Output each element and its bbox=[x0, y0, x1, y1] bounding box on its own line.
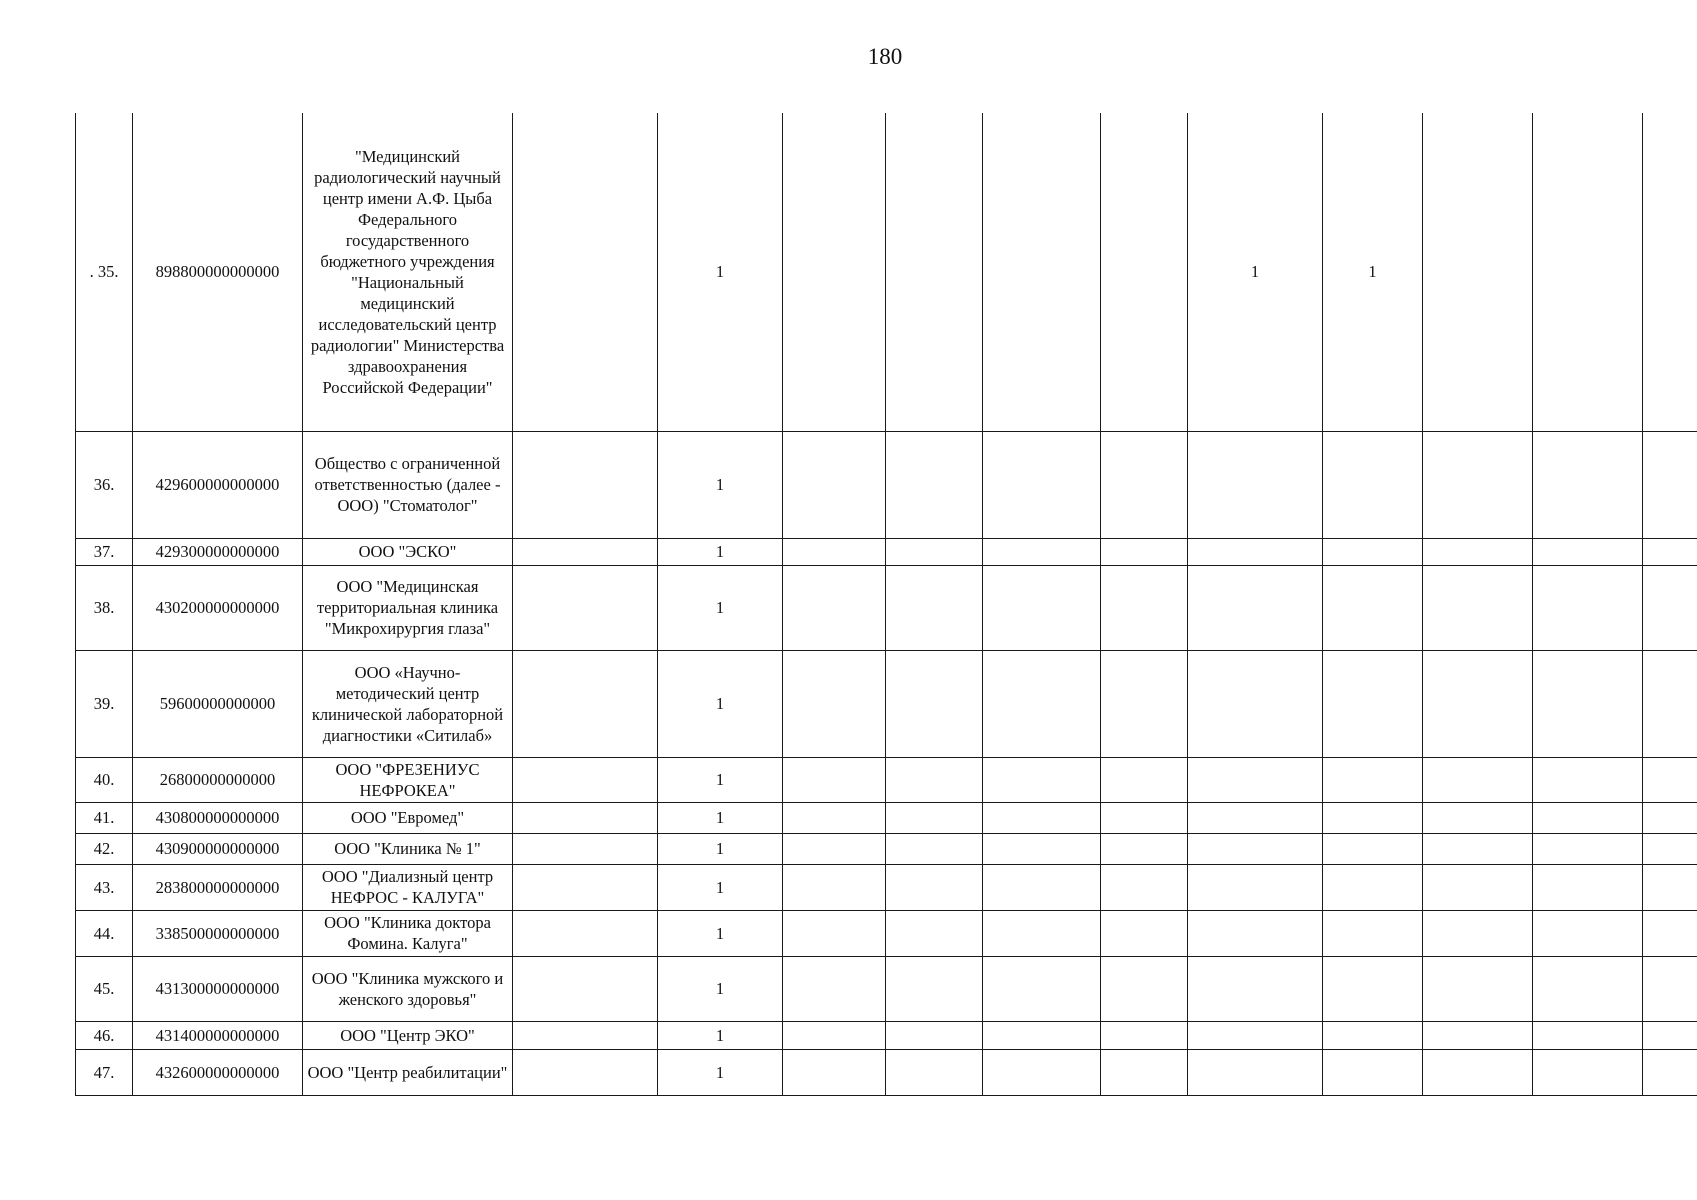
value-cell: 1 bbox=[658, 864, 783, 910]
value-cell: 1 bbox=[1188, 113, 1323, 431]
value-cell bbox=[886, 910, 983, 956]
value-cell bbox=[1533, 565, 1643, 650]
value-cell bbox=[983, 538, 1101, 565]
row-number: . 35. bbox=[76, 113, 133, 431]
value-cell bbox=[1101, 1049, 1188, 1095]
value-cell bbox=[983, 113, 1101, 431]
org-code: 283800000000000 bbox=[133, 864, 303, 910]
value-cell bbox=[1643, 910, 1697, 956]
table-row bbox=[76, 431, 1697, 538]
row-number: 38. bbox=[76, 565, 133, 650]
value-cell bbox=[1533, 802, 1643, 833]
row-number: 39. bbox=[76, 650, 133, 757]
value-cell bbox=[1643, 650, 1697, 757]
value-cell bbox=[1423, 956, 1533, 1021]
value-cell bbox=[1188, 757, 1323, 802]
value-cell bbox=[513, 1021, 658, 1049]
value-cell bbox=[1323, 431, 1423, 538]
value-cell bbox=[1643, 802, 1697, 833]
value-cell bbox=[513, 1049, 658, 1095]
row-number: 47. bbox=[76, 1049, 133, 1095]
value-cell: 1 bbox=[658, 538, 783, 565]
value-cell bbox=[886, 833, 983, 864]
value-cell bbox=[886, 757, 983, 802]
value-cell bbox=[1188, 565, 1323, 650]
row-number: 46. bbox=[76, 1021, 133, 1049]
org-name: ООО "Евромед" bbox=[303, 802, 513, 833]
value-cell bbox=[513, 538, 658, 565]
value-cell bbox=[1423, 802, 1533, 833]
value-cell bbox=[1533, 538, 1643, 565]
value-cell bbox=[1533, 910, 1643, 956]
value-cell: 1 bbox=[658, 802, 783, 833]
value-cell bbox=[783, 538, 886, 565]
value-cell bbox=[513, 113, 658, 431]
table-row bbox=[76, 757, 1697, 802]
value-cell bbox=[513, 650, 658, 757]
value-cell: 1 bbox=[658, 431, 783, 538]
row-number: 41. bbox=[76, 802, 133, 833]
table-row bbox=[76, 538, 1697, 565]
value-cell bbox=[783, 864, 886, 910]
org-name: "Медицинский радиологический научный центр имени А.Ф. Цыба Федерального государственного бюджетного учреждения "Национальный медицинский исследовательский центр радиологии" Министерства здравоохранения Российской Федерации" bbox=[303, 113, 513, 431]
value-cell bbox=[783, 910, 886, 956]
value-cell bbox=[1101, 431, 1188, 538]
value-cell bbox=[1643, 757, 1697, 802]
value-cell bbox=[513, 910, 658, 956]
value-cell bbox=[983, 431, 1101, 538]
table-row bbox=[76, 910, 1697, 956]
value-cell bbox=[513, 431, 658, 538]
value-cell bbox=[1643, 833, 1697, 864]
table-row bbox=[76, 833, 1697, 864]
value-cell bbox=[983, 565, 1101, 650]
org-name: ООО "Центр реабилитации" bbox=[303, 1049, 513, 1095]
value-cell bbox=[1423, 833, 1533, 864]
value-cell bbox=[886, 431, 983, 538]
org-name: ООО "Клиника мужского и женского здоровья" bbox=[303, 956, 513, 1021]
value-cell bbox=[1101, 650, 1188, 757]
value-cell bbox=[1323, 833, 1423, 864]
value-cell bbox=[1188, 650, 1323, 757]
value-cell bbox=[1533, 833, 1643, 864]
value-cell bbox=[513, 802, 658, 833]
value-cell bbox=[783, 956, 886, 1021]
value-cell bbox=[1533, 757, 1643, 802]
value-cell bbox=[1533, 956, 1643, 1021]
table-row bbox=[76, 864, 1697, 910]
row-number: 42. bbox=[76, 833, 133, 864]
org-code: 429600000000000 bbox=[133, 431, 303, 538]
row-number: 40. bbox=[76, 757, 133, 802]
org-name: ООО «Научно-методический центр клинической лабораторной диагностики «Ситилаб» bbox=[303, 650, 513, 757]
value-cell bbox=[1188, 802, 1323, 833]
value-cell bbox=[1423, 538, 1533, 565]
value-cell bbox=[1323, 1049, 1423, 1095]
value-cell: 1 bbox=[658, 956, 783, 1021]
org-code: 898800000000000 bbox=[133, 113, 303, 431]
table-row bbox=[76, 956, 1697, 1021]
value-cell bbox=[886, 650, 983, 757]
org-code: 59600000000000 bbox=[133, 650, 303, 757]
value-cell bbox=[886, 113, 983, 431]
org-name: ООО "ФРЕЗЕНИУС НЕФРОКЕА" bbox=[303, 757, 513, 802]
value-cell bbox=[1323, 956, 1423, 1021]
value-cell: 1 bbox=[658, 1021, 783, 1049]
value-cell bbox=[983, 1021, 1101, 1049]
page-number: 180 bbox=[867, 44, 903, 69]
value-cell bbox=[983, 1049, 1101, 1095]
value-cell: 1 bbox=[658, 910, 783, 956]
value-cell bbox=[1101, 864, 1188, 910]
value-cell bbox=[513, 757, 658, 802]
value-cell: 1 bbox=[658, 833, 783, 864]
value-cell: 1 bbox=[658, 113, 783, 431]
value-cell bbox=[1188, 864, 1323, 910]
value-cell bbox=[1643, 113, 1697, 431]
value-cell bbox=[1643, 431, 1697, 538]
row-number: 44. bbox=[76, 910, 133, 956]
value-cell bbox=[1323, 757, 1423, 802]
value-cell bbox=[1643, 956, 1697, 1021]
value-cell bbox=[886, 864, 983, 910]
org-name: ООО "Диализный центр НЕФРОС - КАЛУГА" bbox=[303, 864, 513, 910]
org-name: ООО "Клиника доктора Фомина. Калуга" bbox=[303, 910, 513, 956]
row-number: 45. bbox=[76, 956, 133, 1021]
value-cell bbox=[1423, 864, 1533, 910]
table-row bbox=[76, 113, 1697, 431]
org-code: 432600000000000 bbox=[133, 1049, 303, 1095]
org-code: 430200000000000 bbox=[133, 565, 303, 650]
org-code: 430800000000000 bbox=[133, 802, 303, 833]
value-cell bbox=[783, 757, 886, 802]
value-cell bbox=[1533, 1049, 1643, 1095]
value-cell bbox=[1101, 833, 1188, 864]
org-name: Общество с ограниченной ответственностью (далее - ООО) "Стоматолог" bbox=[303, 431, 513, 538]
value-cell bbox=[1423, 431, 1533, 538]
value-cell bbox=[513, 833, 658, 864]
value-cell bbox=[1323, 910, 1423, 956]
value-cell bbox=[1323, 1021, 1423, 1049]
value-cell bbox=[1101, 956, 1188, 1021]
value-cell bbox=[513, 864, 658, 910]
value-cell bbox=[1533, 650, 1643, 757]
value-cell bbox=[1533, 431, 1643, 538]
value-cell bbox=[1101, 757, 1188, 802]
org-code: 338500000000000 bbox=[133, 910, 303, 956]
org-name: ООО "Клиника № 1" bbox=[303, 833, 513, 864]
org-code: 429300000000000 bbox=[133, 538, 303, 565]
value-cell bbox=[1101, 565, 1188, 650]
value-cell bbox=[886, 1049, 983, 1095]
value-cell: 1 bbox=[658, 565, 783, 650]
value-cell bbox=[983, 864, 1101, 910]
value-cell bbox=[1323, 650, 1423, 757]
value-cell bbox=[1101, 1021, 1188, 1049]
table-row bbox=[76, 802, 1697, 833]
value-cell bbox=[1533, 1021, 1643, 1049]
value-cell: 1 bbox=[658, 1049, 783, 1095]
value-cell bbox=[1533, 864, 1643, 910]
value-cell bbox=[1643, 538, 1697, 565]
org-code: 431400000000000 bbox=[133, 1021, 303, 1049]
row-number: 36. bbox=[76, 431, 133, 538]
value-cell bbox=[1643, 1049, 1697, 1095]
table-row bbox=[76, 650, 1697, 757]
value-cell bbox=[513, 956, 658, 1021]
value-cell bbox=[983, 757, 1101, 802]
table-row bbox=[76, 1049, 1697, 1095]
value-cell bbox=[886, 956, 983, 1021]
value-cell: 1 bbox=[658, 650, 783, 757]
org-name: ООО "Центр ЭКО" bbox=[303, 1021, 513, 1049]
value-cell bbox=[1423, 565, 1533, 650]
value-cell bbox=[783, 431, 886, 538]
value-cell bbox=[1423, 113, 1533, 431]
value-cell bbox=[1323, 864, 1423, 910]
value-cell bbox=[783, 802, 886, 833]
org-code: 26800000000000 bbox=[133, 757, 303, 802]
value-cell bbox=[1323, 538, 1423, 565]
value-cell bbox=[1643, 565, 1697, 650]
value-cell bbox=[1188, 1021, 1323, 1049]
value-cell bbox=[983, 956, 1101, 1021]
org-name: ООО "Медицинская территориальная клиника "Микрохирургия глаза" bbox=[303, 565, 513, 650]
org-code: 431300000000000 bbox=[133, 956, 303, 1021]
value-cell: 1 bbox=[1323, 113, 1423, 431]
value-cell bbox=[783, 1021, 886, 1049]
value-cell bbox=[1101, 802, 1188, 833]
value-cell bbox=[1323, 565, 1423, 650]
value-cell bbox=[983, 650, 1101, 757]
value-cell bbox=[1423, 650, 1533, 757]
value-cell bbox=[1423, 757, 1533, 802]
value-cell: 1 bbox=[658, 757, 783, 802]
value-cell bbox=[983, 802, 1101, 833]
value-cell bbox=[983, 910, 1101, 956]
value-cell bbox=[783, 833, 886, 864]
value-cell bbox=[886, 565, 983, 650]
value-cell bbox=[783, 1049, 886, 1095]
value-cell bbox=[1533, 113, 1643, 431]
org-code: 430900000000000 bbox=[133, 833, 303, 864]
row-number: 37. bbox=[76, 538, 133, 565]
value-cell bbox=[1188, 538, 1323, 565]
value-cell bbox=[1188, 956, 1323, 1021]
value-cell bbox=[513, 565, 658, 650]
value-cell bbox=[1423, 1021, 1533, 1049]
value-cell bbox=[1643, 1021, 1697, 1049]
value-cell bbox=[1323, 802, 1423, 833]
value-cell bbox=[783, 113, 886, 431]
value-cell bbox=[1101, 910, 1188, 956]
value-cell bbox=[1423, 910, 1533, 956]
value-cell bbox=[783, 565, 886, 650]
value-cell bbox=[1188, 431, 1323, 538]
value-cell bbox=[886, 802, 983, 833]
value-cell bbox=[1101, 113, 1188, 431]
value-cell bbox=[886, 1021, 983, 1049]
row-number: 43. bbox=[76, 864, 133, 910]
table-row bbox=[76, 565, 1697, 650]
document-table bbox=[75, 113, 1697, 1096]
value-cell bbox=[983, 833, 1101, 864]
value-cell bbox=[783, 650, 886, 757]
org-name: ООО "ЭСКО" bbox=[303, 538, 513, 565]
table-row bbox=[76, 1021, 1697, 1049]
value-cell bbox=[1423, 1049, 1533, 1095]
value-cell bbox=[1188, 1049, 1323, 1095]
value-cell bbox=[1643, 864, 1697, 910]
value-cell bbox=[886, 538, 983, 565]
value-cell bbox=[1188, 833, 1323, 864]
value-cell bbox=[1101, 538, 1188, 565]
value-cell bbox=[1188, 910, 1323, 956]
